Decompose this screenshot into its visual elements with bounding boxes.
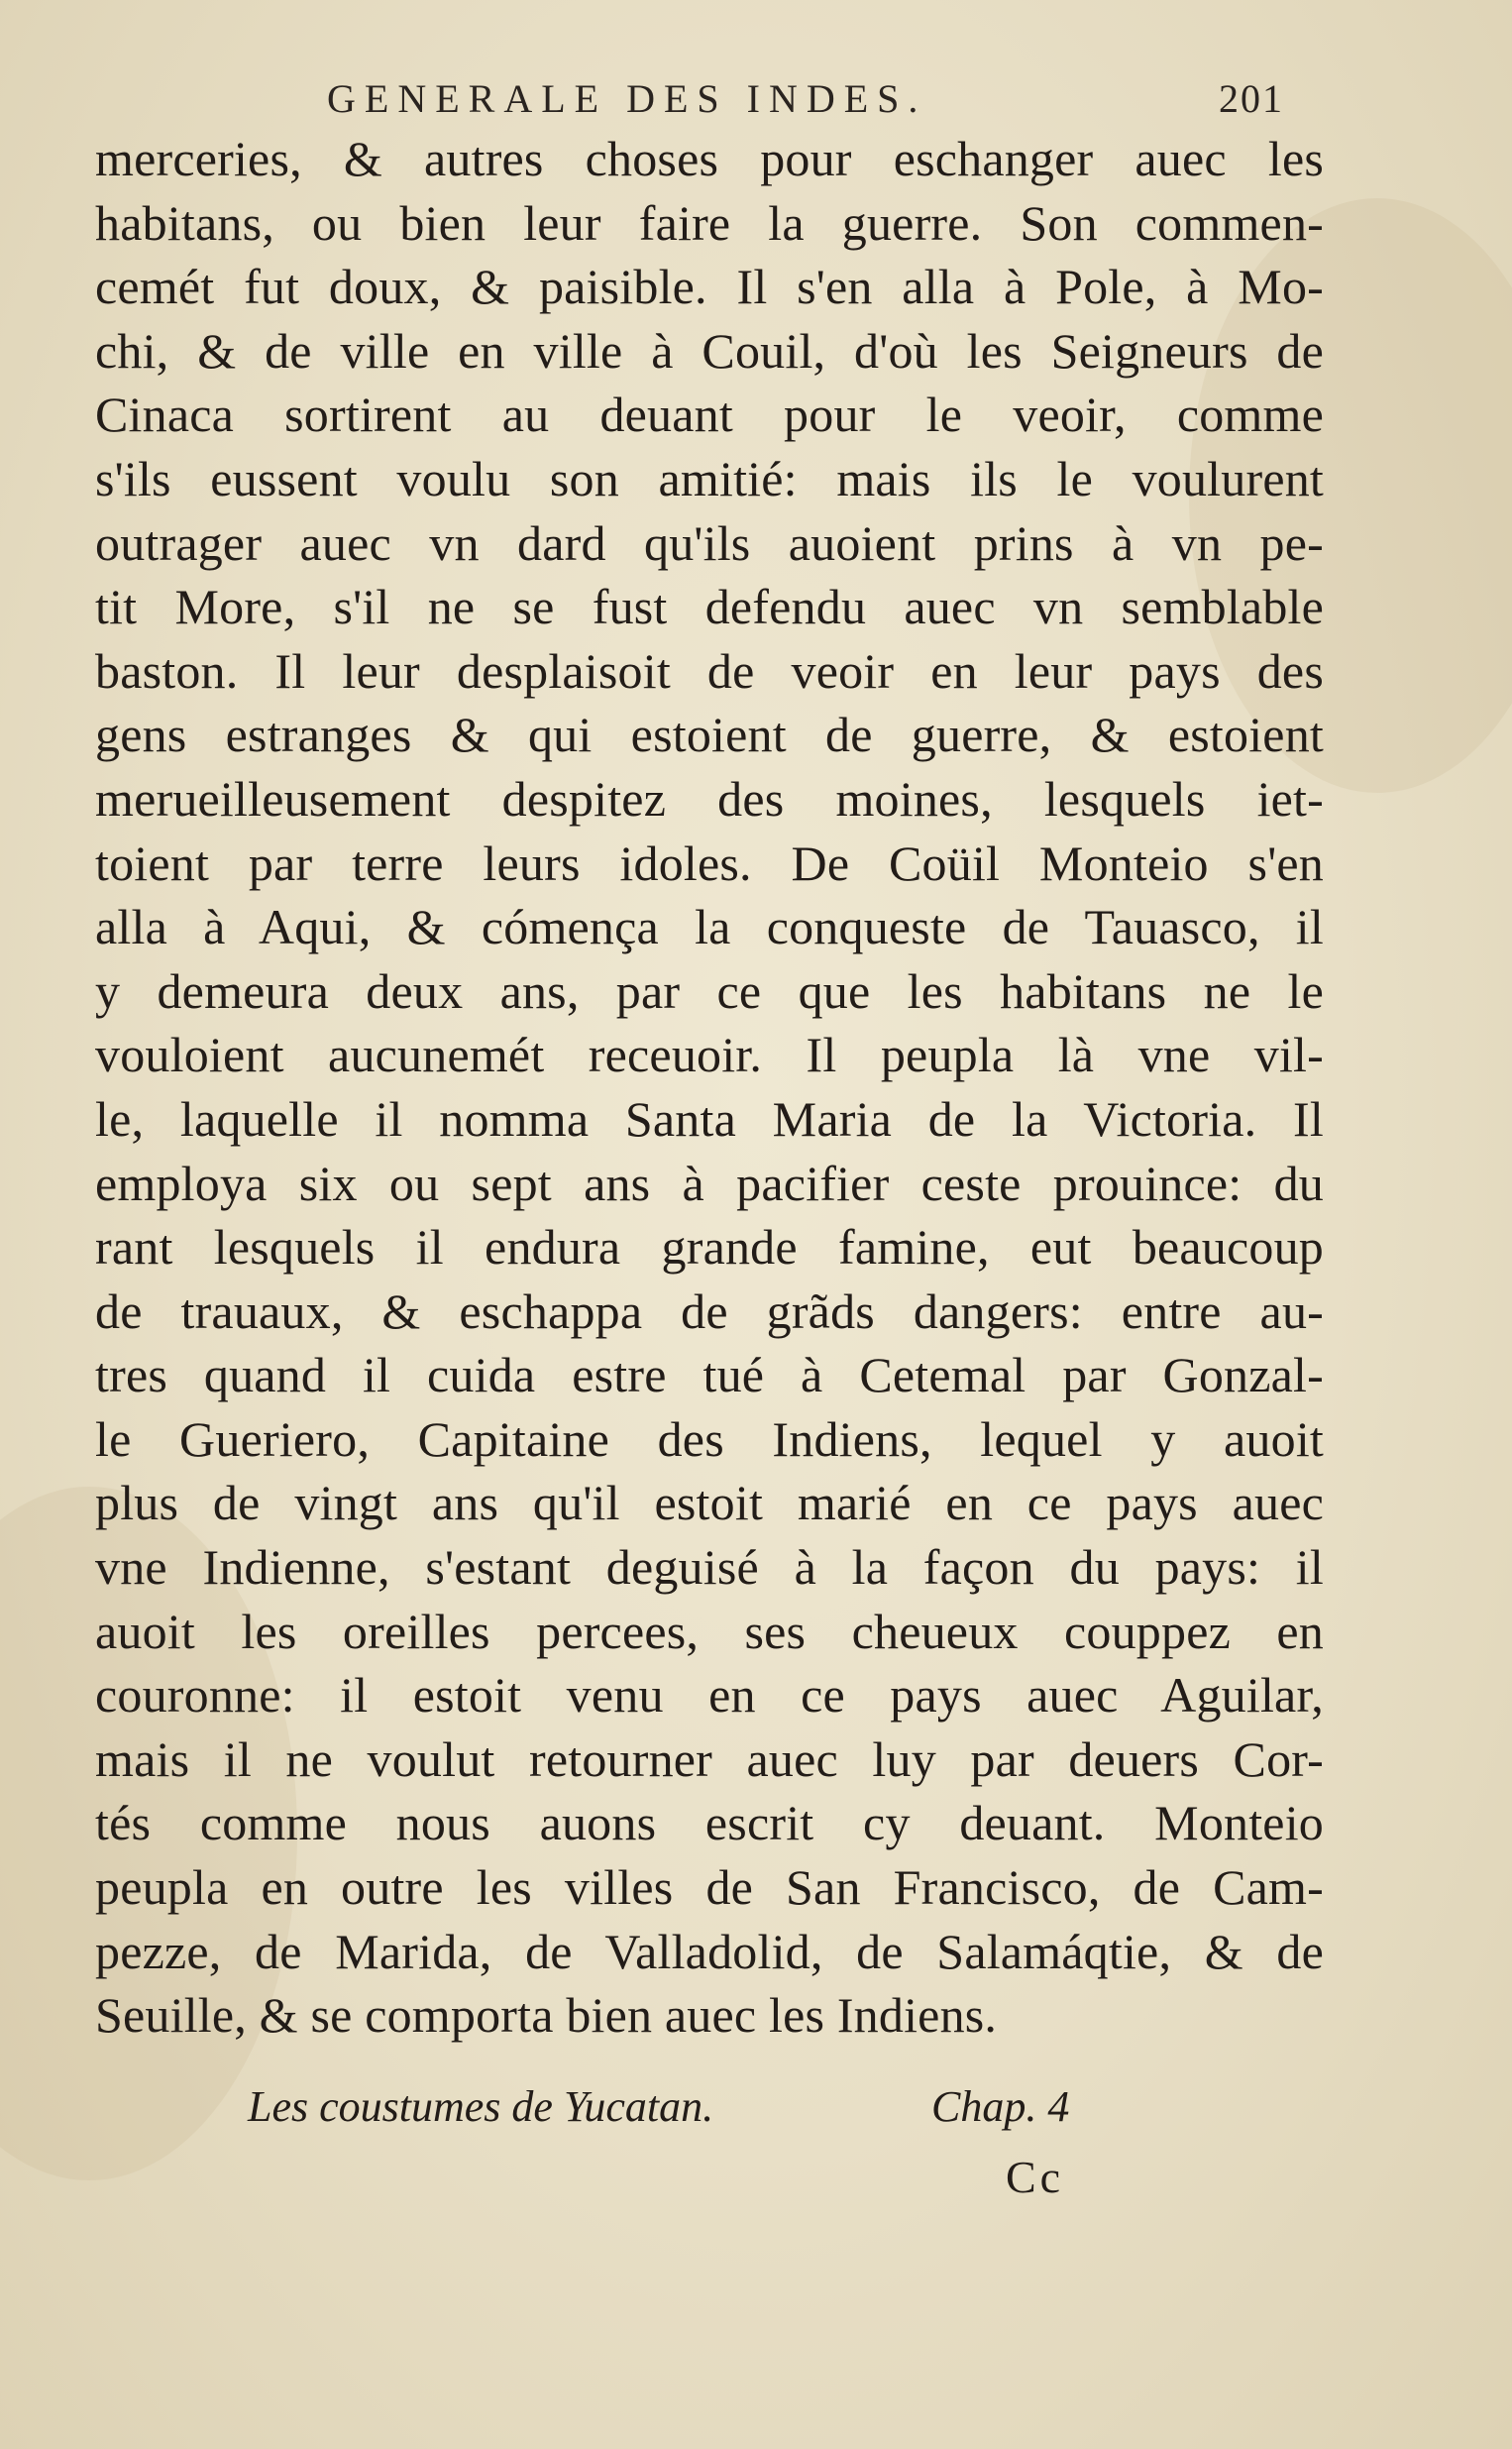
text-line: s'ils eussent voulu son amitié: mais ils le voulurent xyxy=(95,450,1324,506)
text-line: employa six ou sept ans à pacifier ceste prouince: du xyxy=(95,1155,1324,1211)
text-line: toient par terre leurs idoles. De Coüil Monteio s'en xyxy=(95,835,1324,891)
text-line: merueilleusement despitez des moines, lesquels iet- xyxy=(95,770,1324,827)
text-line: vne Indienne, s'estant deguisé à la façon du pays: il xyxy=(95,1539,1324,1596)
text-line: y demeura deux ans, par ce que les habitans ne le xyxy=(95,962,1324,1019)
text-line: vouloient aucunemét receuoir. Il peupla là vne vil- xyxy=(95,1027,1324,1083)
chapter-reference: Chap. 4 xyxy=(931,2082,1070,2131)
text-line: Seuille, & se comporta bien auec les Indiens. xyxy=(95,1987,998,2044)
text-line: rant lesquels il endura grande famine, eut beaucoup xyxy=(95,1219,1324,1276)
text-line: de trauaux, & eschappa de grãds dangers: entre au- xyxy=(95,1282,1324,1339)
text-line: tres quand il cuida estre tué à Cetemal par Gonzal- xyxy=(95,1347,1324,1403)
page-footer xyxy=(248,2081,1239,2240)
signature-mark: Cc xyxy=(1006,2152,1065,2202)
running-head xyxy=(327,61,1318,131)
text-line: mais il ne voulut retourner auec luy par deuers Cor- xyxy=(95,1730,1324,1787)
text-line: gens estranges & qui estoient de guerre, & estoient xyxy=(95,707,1324,763)
text-line: cemét fut doux, & paisible. Il s'en alla à Pole, à Mo- xyxy=(95,259,1324,315)
text-line: peupla en outre les villes de San Francisco, de Cam- xyxy=(95,1859,1324,1916)
body-text xyxy=(95,127,1324,2048)
text-line: tit More, s'il ne se fust defendu auec vn semblable xyxy=(95,579,1324,635)
page-number: 201 xyxy=(1219,76,1284,121)
text-line: auoit les oreilles percees, ses cheueux couppez en xyxy=(95,1603,1324,1659)
text-line: le, laquelle il nomma Santa Maria de la Victoria. Il xyxy=(95,1090,1324,1147)
catchword: Les coustumes de Yucatan. xyxy=(248,2082,714,2131)
text-line: le Gueriero, Capitaine des Indiens, lequel y auoit xyxy=(95,1410,1324,1467)
running-head-title: GENERALE DES INDES. xyxy=(327,76,927,121)
text-line: plus de vingt ans qu'il estoit marié en ce pays auec xyxy=(95,1475,1324,1531)
text-line: pezze, de Marida, de Valladolid, de Salamáqtie, & de xyxy=(95,1923,1324,1979)
text-line: baston. Il leur desplaisoit de veoir en leur pays des xyxy=(95,642,1324,699)
text-line: chi, & de ville en ville à Couil, d'où les Seigneurs de xyxy=(95,322,1324,379)
text-line: Cinaca sortirent au deuant pour le veoir, comme xyxy=(95,387,1324,443)
text-line: tés comme nous auons escrit cy deuant. Monteio xyxy=(95,1795,1324,1851)
text-line: outrager auec vn dard qu'ils auoient prins à vn pe- xyxy=(95,514,1324,571)
text-line: couronne: il estoit venu en ce pays auec Aguilar, xyxy=(95,1667,1324,1724)
text-line: merceries, & autres choses pour eschanger auec les xyxy=(95,131,1324,186)
text-line: alla à Aqui, & cómença la conqueste de Tauasco, il xyxy=(95,899,1324,955)
text-line: habitans, ou bien leur faire la guerre. Son commen- xyxy=(95,194,1324,251)
